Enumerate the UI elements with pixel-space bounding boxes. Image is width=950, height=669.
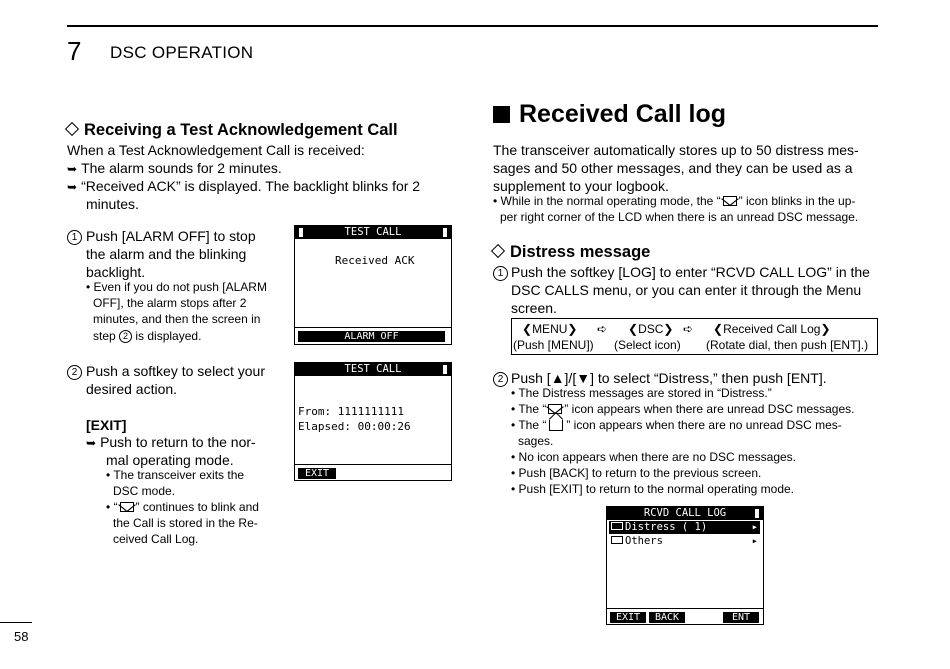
lcd-elapsed: Elapsed: 00:00:26 xyxy=(298,420,411,433)
lcd-test-call-elapsed xyxy=(294,362,452,481)
r-step1-line-1: Push the softkey [LOG] to enter “RCVD CALL LOG” in the xyxy=(511,264,870,280)
envelope-icon xyxy=(723,196,737,206)
page-number: 58 xyxy=(14,629,29,644)
r-step2-number: 2 xyxy=(493,369,512,387)
key-received-call-log: ❮Received Call Log❯ xyxy=(713,322,831,336)
step1-note-3: minutes, and then the screen in xyxy=(93,312,261,326)
lcd-from: From: 1111111111 xyxy=(298,405,404,418)
softkey-back[interactable]: BACK xyxy=(649,612,685,623)
r-note-open: • The “ ” icon appears when there are no unread DSC mes- xyxy=(511,418,842,432)
r-note-exit: • Push [EXIT] to return to the normal operating mode. xyxy=(511,482,795,496)
step1-note-2: OFF], the alarm stops after 2 xyxy=(93,296,247,310)
envelope-icon xyxy=(120,502,134,512)
envelope-icon xyxy=(611,522,623,530)
arrow-bullet-icon: ➥ xyxy=(86,436,97,450)
sub-heading-distress: Distress message xyxy=(493,243,650,262)
bullet-received-ack-cont: minutes. xyxy=(86,196,139,212)
r-step1-line-2: DSC CALLS menu, or you can enter it through the Menu xyxy=(511,282,862,298)
softkey-alarm-off[interactable]: ALARM OFF xyxy=(298,331,445,342)
lcd-title-bar: RCVD CALL LOG xyxy=(607,507,763,520)
open-envelope-icon xyxy=(549,420,563,431)
softkey-ent[interactable]: ENT xyxy=(723,612,759,623)
key-menu: ❮MENU❯ xyxy=(522,322,578,336)
r-step1-line-3: screen. xyxy=(511,300,557,316)
page-rule xyxy=(0,622,32,623)
step2-line-1: Push a softkey to select your xyxy=(86,363,265,379)
log-item-distress[interactable]: Distress ( 1) ▸ xyxy=(609,521,760,534)
signal-icon xyxy=(755,509,759,518)
softkey-exit[interactable]: EXIT xyxy=(610,612,646,623)
r-note-env: • The “ ” icon appears when there are unread DSC messages. xyxy=(511,402,855,416)
step1-note-1: • Even if you do not push [ALARM xyxy=(86,280,267,294)
step1-line-3: backlight. xyxy=(86,264,146,280)
key-dsc: ❮DSC❯ xyxy=(628,322,674,336)
diamond-icon xyxy=(491,244,505,258)
exit-sub1-1: • The transceiver exits the xyxy=(106,468,245,482)
key-action-dsc: (Select icon) xyxy=(614,338,681,352)
para-line-1: The transceiver automatically stores up to 50 distress mes- xyxy=(493,142,859,158)
step2-line-2: desired action. xyxy=(86,381,178,397)
arrow-right-icon: ➪ xyxy=(597,322,608,336)
r-note-distress: • The Distress messages are stored in “Distress.” xyxy=(511,386,772,400)
exit-sub2-1: • “ ” continues to blink and xyxy=(106,500,259,514)
exit-bullet-2: mal operating mode. xyxy=(106,452,234,468)
lcd-message: Received ACK xyxy=(335,254,415,267)
signal-icon xyxy=(443,228,447,237)
open-envelope-icon xyxy=(611,536,623,544)
lcd-rcvd-call-log xyxy=(606,506,764,625)
exit-sub2-2: the Call is stored in the Re- xyxy=(113,516,258,530)
top-rule xyxy=(67,25,878,27)
softkey-exit[interactable]: EXIT xyxy=(298,468,336,479)
exit-sub1-2: DSC mode. xyxy=(113,484,176,498)
chevron-right-icon: ▸ xyxy=(751,535,758,547)
para-line-3: supplement to your logbook. xyxy=(493,178,669,194)
step1-line-1: Push [ALARM OFF] to stop xyxy=(86,228,256,244)
bullet-received-ack: ➥ “Received ACK” is displayed. The backlight blinks for 2 xyxy=(67,178,421,194)
arrow-bullet-icon: ➥ xyxy=(67,162,78,176)
key-action-menu: (Push [MENU]) xyxy=(513,338,594,352)
lcd-test-call-ack xyxy=(294,225,452,345)
log-item-others[interactable]: Others ▸ xyxy=(609,535,760,548)
lcd-divider xyxy=(295,464,451,465)
chapter-number: 7 xyxy=(67,36,82,66)
r-note-no-icon: • No icon appears when there are no DSC messages. xyxy=(511,450,797,464)
note-blink: • While in the normal operating mode, the “ ” icon blinks in the up- xyxy=(493,194,856,208)
lcd-title-bar: TEST CALL xyxy=(295,363,451,376)
key-action-rcl: (Rotate dial, then push [ENT].) xyxy=(706,338,869,352)
lcd-title-bar: TEST CALL xyxy=(295,226,451,239)
step1-note-4: step 2 is displayed. xyxy=(93,329,202,343)
exit-bullet-1: ➥ Push to return to the nor- xyxy=(86,434,256,450)
lcd-divider xyxy=(607,608,763,609)
r-step1-number: 1 xyxy=(493,263,512,281)
step1-number: 1 xyxy=(67,227,86,245)
signal-icon xyxy=(443,365,447,374)
diamond-icon xyxy=(65,122,79,136)
square-bullet-icon xyxy=(493,106,510,123)
para-line-2: sages and 50 other messages, and they can be used as a xyxy=(493,160,853,176)
section-heading-test-ack: Receiving a Test Acknowledgement Call xyxy=(67,121,398,140)
chapter-title: DSC OPERATION xyxy=(110,43,254,62)
section-title-received-call-log: Received Call log xyxy=(493,100,726,129)
r-step2-text: Push [▲]/[▼] to select “Distress,” then push [ENT]. xyxy=(511,370,827,386)
note-blink-2: per right corner of the LCD when there is an unread DSC message. xyxy=(500,210,859,224)
lcd-divider xyxy=(295,327,451,328)
r-note-back: • Push [BACK] to return to the previous screen. xyxy=(511,466,762,480)
step1-line-2: the alarm and the blinking xyxy=(86,246,247,262)
exit-heading: [EXIT] xyxy=(86,417,127,433)
key-sequence-box xyxy=(511,318,878,355)
bullet-alarm: ➥ The alarm sounds for 2 minutes. xyxy=(67,160,282,176)
exit-sub2-3: ceived Call Log. xyxy=(113,532,199,546)
arrow-bullet-icon: ➥ xyxy=(67,180,78,194)
chevron-right-icon: ▸ xyxy=(751,521,758,533)
step2-number: 2 xyxy=(67,362,86,380)
intro-text: When a Test Acknowledgement Call is received: xyxy=(67,142,365,158)
arrow-right-icon: ➪ xyxy=(683,322,694,336)
r-note-open-2: sages. xyxy=(518,434,554,448)
signal-icon xyxy=(299,228,303,237)
